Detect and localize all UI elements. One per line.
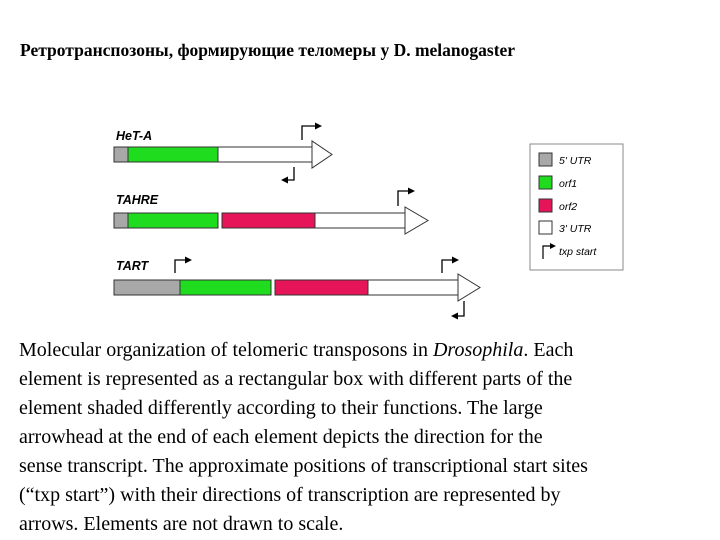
tahre-sense-arrowhead [405,207,428,234]
tart-sense-arrowhead [458,274,480,301]
legend [530,144,623,270]
caption-line-5: sense transcript. The approximate positions of transcriptional start sites [19,455,588,477]
caption-line-6: (“txp start”) with their directions of transcription are represented by [19,484,561,506]
het-a-txp-start-arrow-1 [302,126,316,140]
tahre-5utr-segment [114,213,128,228]
element-tart [114,257,480,320]
legend-label-3utr: 3' UTR [559,223,592,235]
legend-label-orf2: orf2 [559,201,578,213]
legend-swatch-orf2 [539,199,552,212]
caption-line-2: element is represented as a rectangular box with different parts of the [19,368,573,390]
legend-swatch-5utr [539,153,552,166]
tart-txp-start-arrow-3 [457,301,464,316]
tahre-3utr-segment [315,213,405,228]
tahre-txp-start-arrow [398,191,409,206]
element-tahre [114,188,428,235]
legend-label-orf1: orf1 [559,178,578,190]
het-a-5utr-segment [114,147,128,162]
tart-txp-start-arrow-1 [175,260,186,273]
element-label-tart: TART [116,259,149,273]
caption-line-4: arrowhead at the end of each element depicts the direction for the [19,426,543,448]
het-a-sense-arrowhead [312,141,332,168]
figure-caption [19,336,709,539]
tart-5utr-segment [114,280,180,295]
legend-label-5utr: 5' UTR [559,155,592,167]
element-het-a [114,123,332,184]
tart-orf2-segment [275,280,368,295]
caption-line-7: arrows. Elements are not drawn to scale. [19,513,344,535]
caption-line-3: element shaded differently according to their functions. The large [19,397,543,419]
tahre-orf1-segment [128,213,218,228]
legend-label-txp-start: txp start [559,246,597,258]
tahre-orf2-segment [222,213,315,228]
legend-swatch-orf1 [539,176,552,189]
caption-line-1: Molecular organization of telomeric transposons in Drosophila. Each [19,339,574,361]
tart-3utr-segment [368,280,458,295]
tart-orf1-segment [180,280,271,295]
element-label-het-a: HeT-A [116,129,153,143]
tart-txp-start-arrow-2 [442,260,453,273]
het-a-3utr-segment [218,147,312,162]
het-a-orf1-segment [128,147,218,162]
element-label-tahre: TAHRE [116,193,159,207]
slide-title: Ретротранспозоны, формирующие теломеры у D. melanogaster [20,40,516,60]
legend-swatch-3utr [539,221,552,234]
genus-name: Drosophila [432,339,524,361]
